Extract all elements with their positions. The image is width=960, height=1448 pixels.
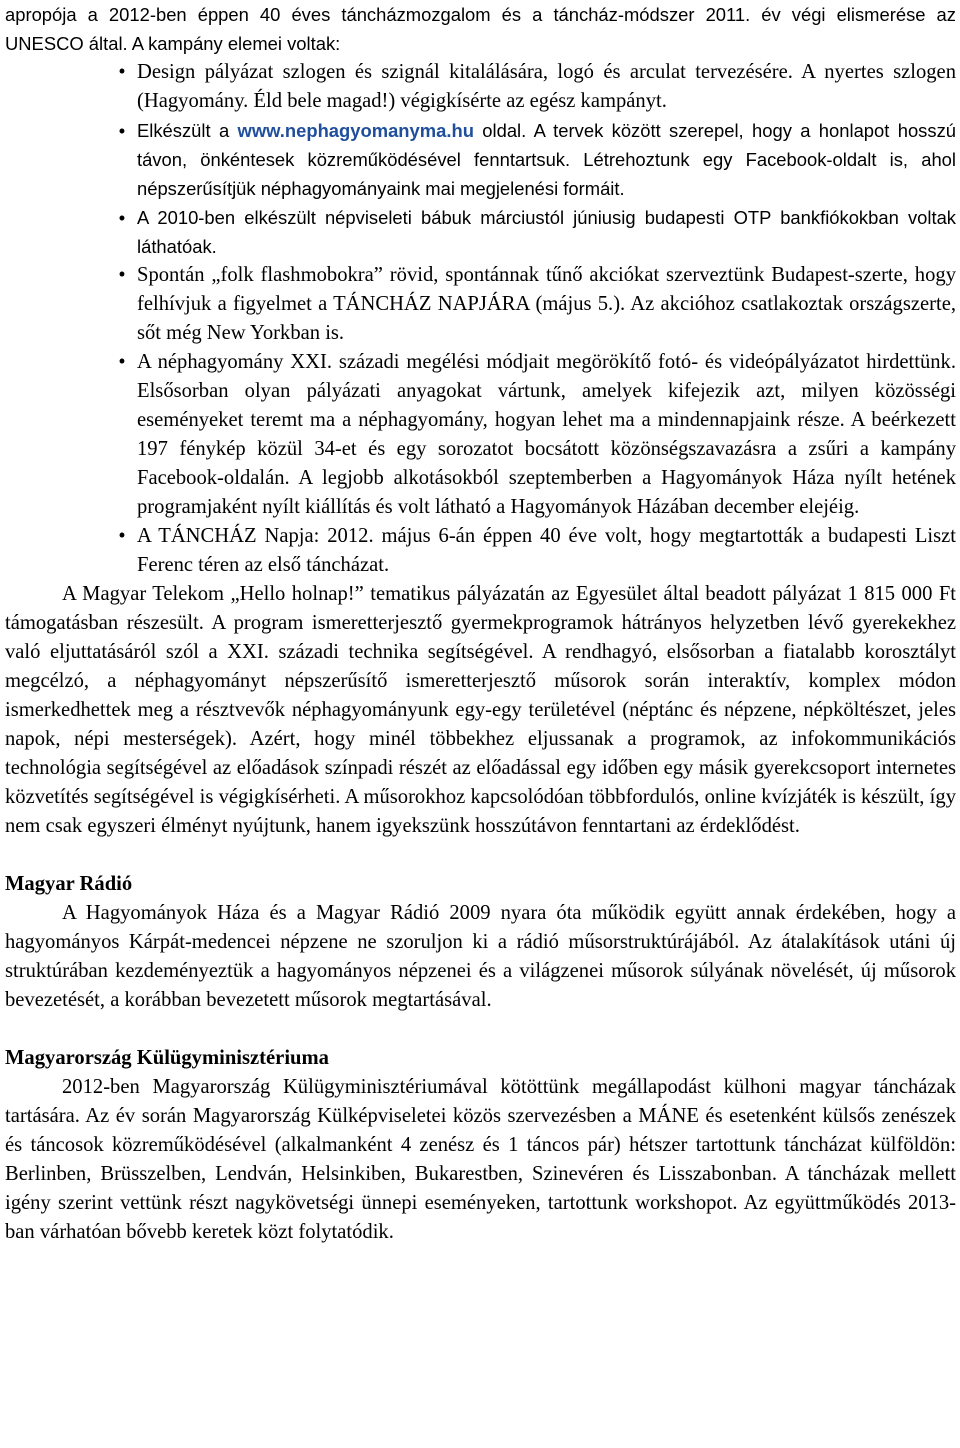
list-item-text: A 2010-ben elkészült népviseleti bábuk márciustól júniusig budapesti OTP bankfiókokban voltak láthatóak. [137,207,956,257]
list-item [5,522,956,580]
radio-paragraph: A Hagyományok Háza és a Magyar Rádió 2009 nyara óta működik együtt annak érdekében, hogy a hagyományos Kárpát-medencei népzene ne szoruljon ki a rádió műsorstruktúrájából. Az átalakítások utáni új struktúrában kezdeményeztük a hagyományos népzenei és a világzenei műsorok súlyának növelését, új műsorok bevezetését, a korábban bevezetett műsorok megtartásával. [5,902,956,1011]
list-item [5,261,956,348]
campaign-elements-list [5,58,956,580]
list-item-text: Design pályázat szlogen és szignál kitalálására, logó és arculat tervezésére. A nyertes szlogen (Hagyomány. Éld bele magad!) végigkísérte az egész kampányt. [137,61,956,112]
list-item-text: A TÁNCHÁZ Napja: 2012. május 6-án éppen 40 éve volt, hogy megtartották a budapesti Liszt Ferenc téren az első táncházat. [137,525,956,576]
website-link[interactable]: www.nephagyomanyma [237,120,447,141]
website-link-tld[interactable]: .hu [446,120,474,141]
list-item-text-pre: Elkészült a [137,120,238,141]
spacer [5,1015,956,1044]
bullet-icon: • [118,120,126,141]
list-item-text-post: oldal. A tervek között szerepel, hogy a honlapot hosszú távon, önkéntesek közreműködésével fenntartsuk. Létrehoztunk egy Facebook-oldalt is, ahol népszerűsítjük néphagyományaink mai megjelenési formáit. [137,120,956,199]
list-item [5,58,956,116]
spacer [5,841,956,870]
intro-paragraph: apropója a 2012-ben éppen 40 éves táncházmozgalom és a táncház-módszer 2011. év végi elismerése az UNESCO által. A kampány elemei voltak: [5,4,956,54]
bullet-icon: • [118,207,126,228]
bullet-icon: • [118,525,126,547]
section-heading-radio: Magyar Rádió [5,873,133,895]
telekom-paragraph: A Magyar Telekom „Hello holnap!” tematikus pályázatán az Egyesület által beadott pályázat 1 815 000 Ft támogatásban részesült. A program ismeretterjesztő gyermekprogramok hátrányos helyzetben lévő gyerekekhez való eljuttatásáról szól a XXI. századi technika segítségével. A rendhagyó, elsősorban a fiatalabb korosztályt megcélzó, a néphagyományt népszerűsítő ismeretterjesztő műsorok során interaktív, komplex módon ismerkedhettek meg a résztvevők néphagyományunk egy-egy területével (néptánc és népzene, népköltészet, jeles napok, népi mesterségek). Azért, hogy minél többekhez eljussanak a programok, az infokommunikációs technológia segítségével az előadások színpadi részét az előadással egy időben egy másik gyerekcsoport internetes közvetítés segítségével is végigkísérheti. A műsorokhoz kapcsolódóan többfordulós, online kvízjáték is készült, így nem csak egyszeri élményt nyújtunk, hanem igyekszünk hosszútávon fenntartani az érdeklődést. [5,583,956,837]
bullet-icon: • [118,351,126,373]
bullet-icon: • [118,61,126,83]
list-item-text: A néphagyomány XXI. századi megélési módjait megörökítő fotó- és videópályázatot hirdettünk. Elsősorban olyan pályázati anyagokat vártunk, amelyek kifejezik azt, milyen közösségi eseményeket teremt ma a néphagyomány, hogyan lehet ma a mindennapjaink része. A beérkezett 197 fénykép közül 34-et és egy sorozatot bocsátott közönségszavazásra a zsűri a kampány Facebook-oldalán. A legjobb alkotásokból szeptemberben a Hagyományok Háza nyílt hetének programjaként nyílt kiállítás és volt látható a Hagyományok Házában december elejéig. [137,351,956,518]
list-item [5,348,956,522]
list-item [5,116,956,203]
section-heading-ministry: Magyarország Külügyminisztériuma [5,1047,329,1069]
list-item-text: Spontán „folk flashmobokra” rövid, spontánnak tűnő akciókat szerveztünk Budapest-szerte, hogy felhívjuk a figyelmet a TÁNCHÁZ NAPJÁRA (május 5.). Az akcióhoz csatlakoztak országszerte, sőt még New Yorkban is. [137,264,956,344]
document-page [5,0,956,1247]
list-item [5,203,956,261]
bullet-icon: • [118,264,126,286]
ministry-paragraph: 2012-ben Magyarország Külügyminisztériumával kötöttünk megállapodást külhoni magyar táncházak tartására. Az év során Magyarország Külképviseletei közös szervezésben a MÁNE és esetenként külsős zenészek és táncosok közreműködésével (alkalmanként 4 zenész és 1 táncos pár) hétszer tartottunk táncházat külföldön: Berlinben, Brüsszelben, Lendván, Helsinkiben, Bukarestben, Szinevéren és Lisszabonban. A táncházak mellett igény szerint vettünk részt nagykövetségi ünnepi eseményeken, tartottunk workshopot. Az együttműködés 2013-ban várhatóan bővebb keretek közt folytatódik. [5,1076,956,1243]
